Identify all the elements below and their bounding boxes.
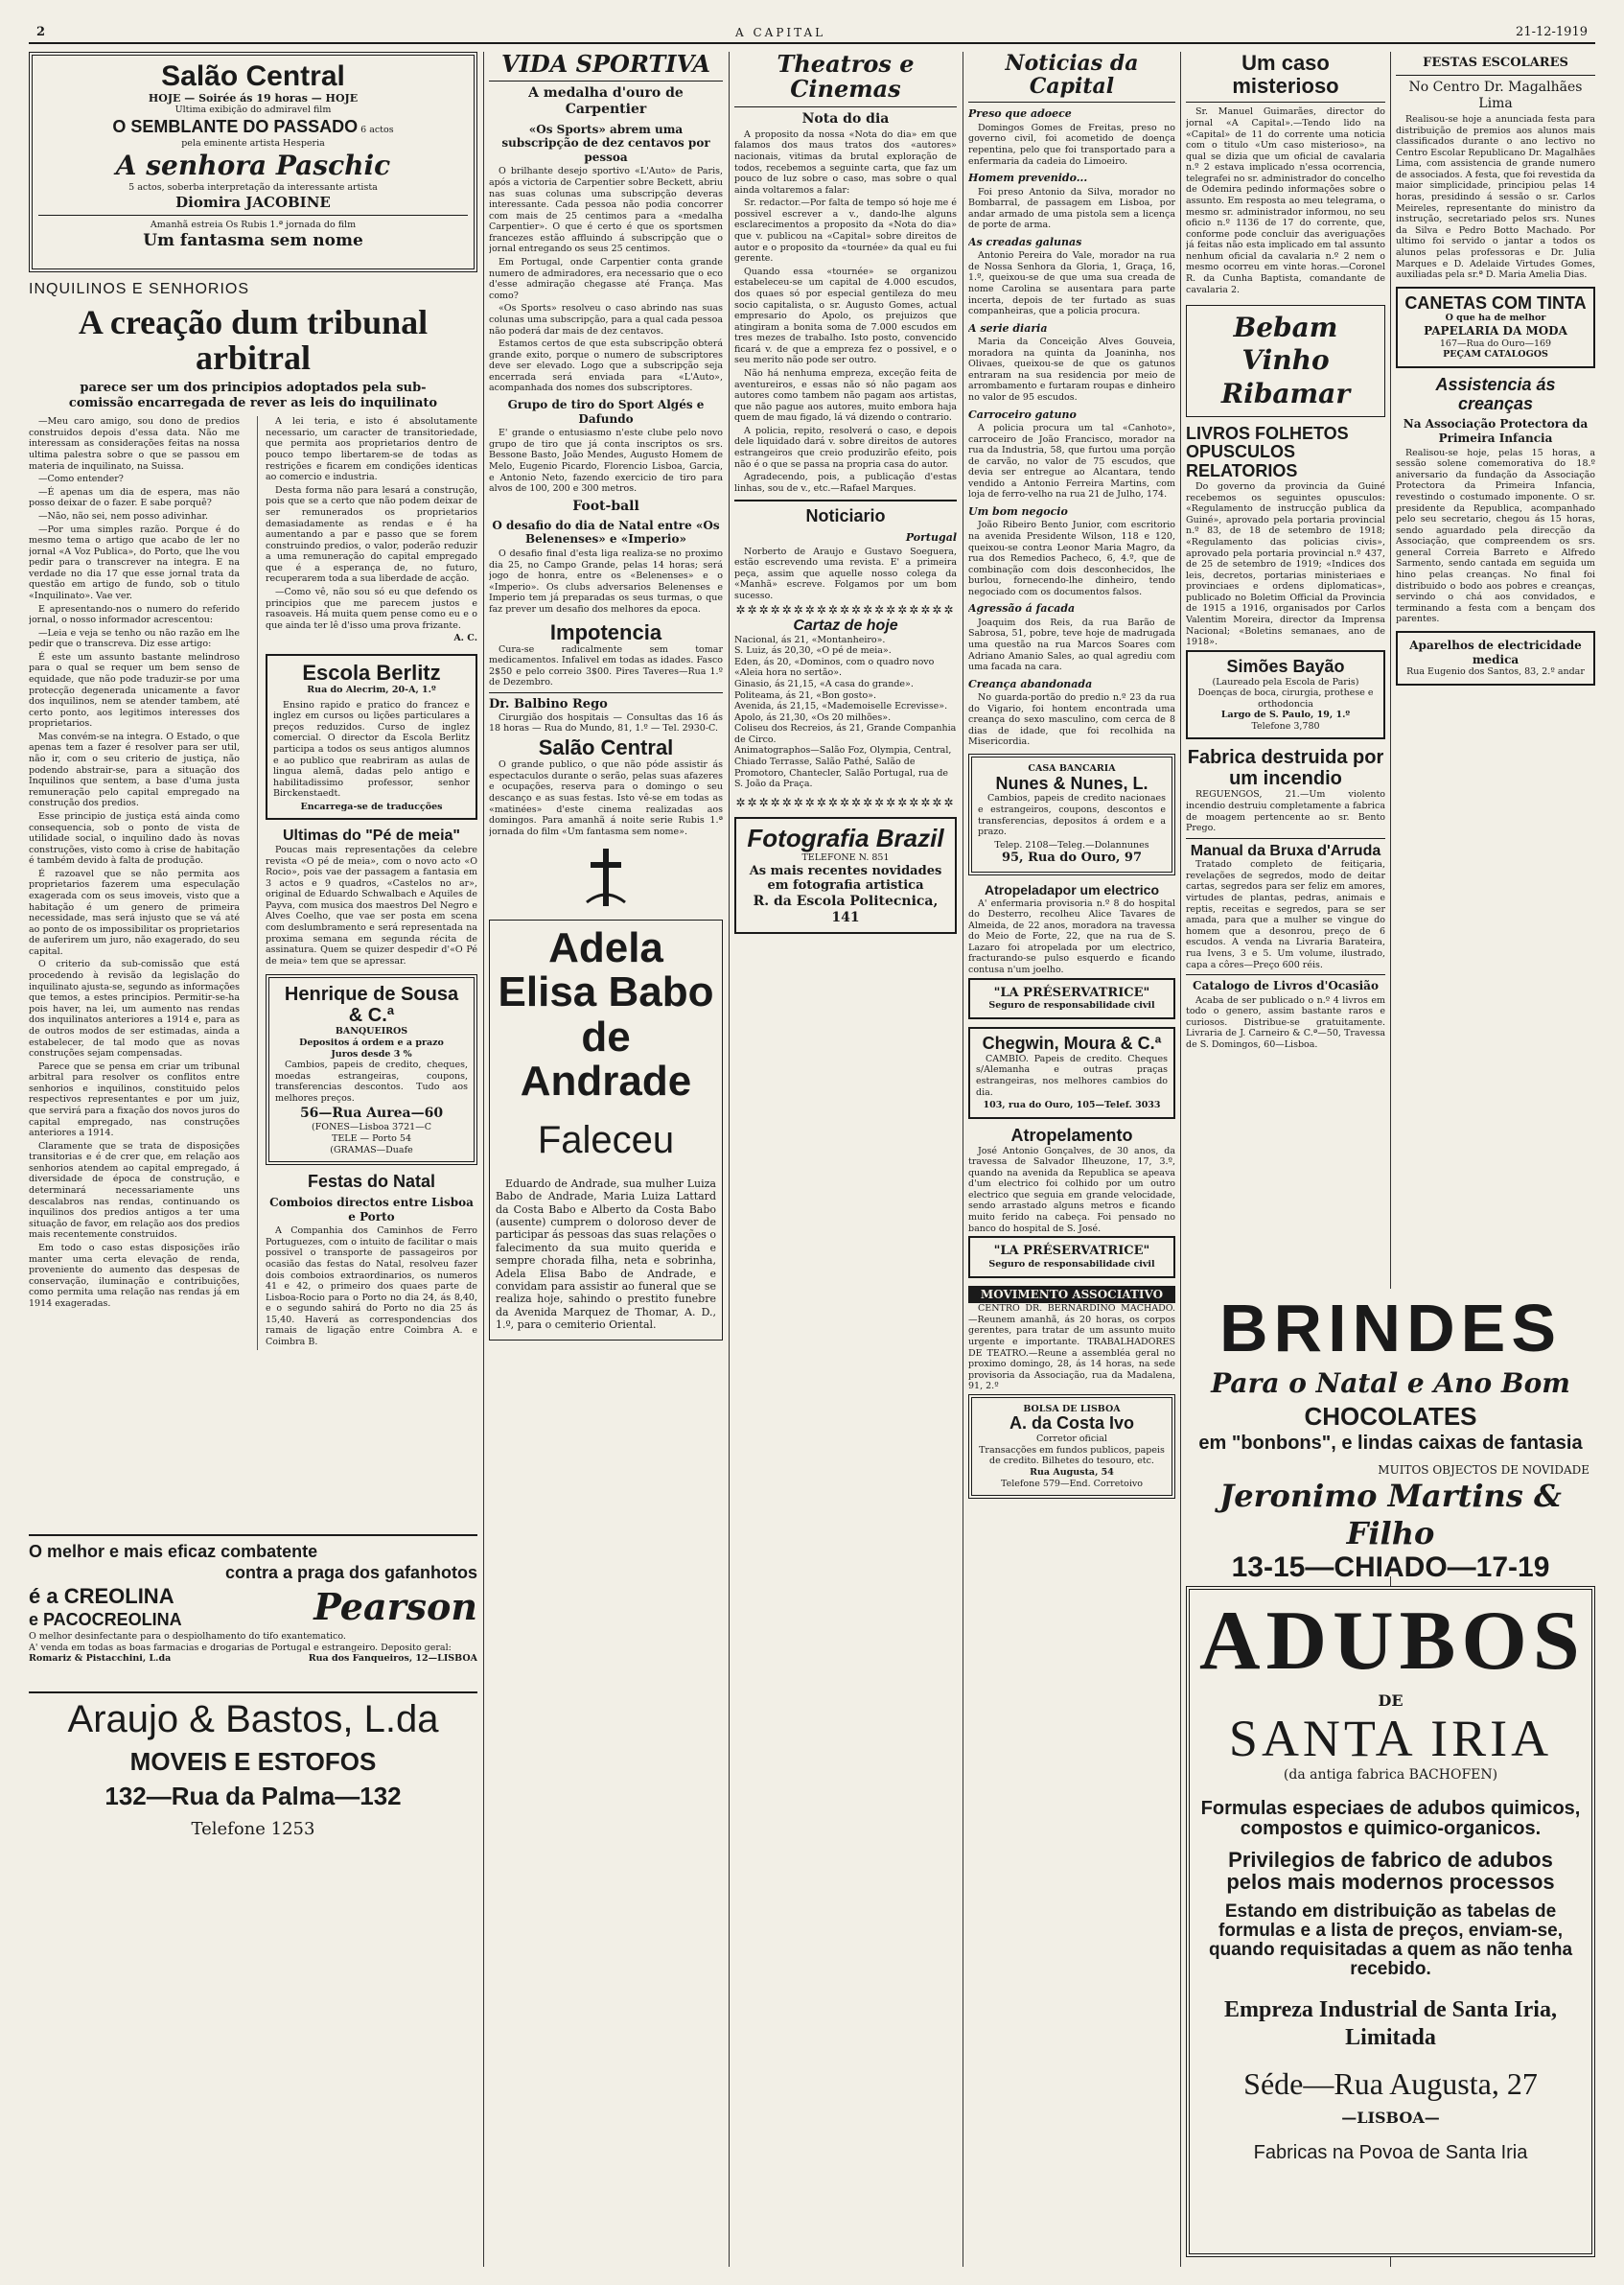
noticiario-title: Noticiario (805, 506, 886, 526)
assist-body: Realisou-se hoje, pelas 15 horas, a sessão solene comemorativa do 18.º aniversario da fundação da Associação Protectora da Primeira Infancia, revestindo o costumado imponente. O sr. presidente da Republica, acompanhado pelo seu secretario, chegou ás 15 horas, sendo aguardado pela direcção da Associação, que compreendem os srs. general Correia Barreto e Alfredo Sarmento, sendo cantada em seguida um hino pelas creanças. No final foi distribuido o bodo aos pobres e creanças, servindo o chá aos convidados, e terminando a festa com a bençam dos parentes. (1396, 447, 1595, 625)
paragraph: Estamos certos de que esta subscripção obterá grande exito, porque o numero de subscriptores deve ser elevado. Logo que a subscripção seja encerrada será enviada para «L'Auto», acompanhada dos nomes dos subscriptores. (489, 338, 723, 394)
paragraph: Não há nenhuma empreza, exceção feita de aventureiros, e essas não só não pagam aos autores como tambem não pagam aos artistas, que não pague aos autores, muito embora haja quem de mau figado, lá vá dizendo o contrario. (734, 368, 957, 424)
cartaz-title: Cartaz de hoje (793, 618, 898, 635)
paragraph: Quando essa «tournée» se organizou estabeleceu-se um capital de 4.000 escudos, dos quaes só por especial gentileza do meu socio capitalista, o sr. Augusto Gomes, actual empresario do Apolo, os prejuizos que atingiram a bonita soma de 7.000 escudos em tres mezes de trabalho. Isto posto, convencido ficará v. de que a empreza fez o possivel, e o seu merito não pode ser outro. (734, 266, 957, 366)
column-inquilinos (29, 52, 477, 2267)
assist-title: Assistencia ás creanças (1435, 374, 1556, 413)
sousa-body: Cambios, papeis de credito, cheques, moedas estrangeiras, coupons, transferencias descontos. Tudo aos melhores preços. (275, 1060, 468, 1104)
movimento-title: MOVIMENTO ASSOCIATIVO (968, 1286, 1175, 1304)
natal-body: A Companhia dos Caminhos de Ferro Portuguezes, com o intuito de facilitar o mais possivel o transporte de passageiros por ocasião das festas do Natal, resolveu fazer dois comboios extraordinarios, os numeros 41 e 42, o primeiro dos quaes parte de Lisboa-Rocio para o Porto no dia 24, ás 8,40, e o segundo sahirá do Porto no dia 25 ás 15,40. Haverá as correspondencias dos ramais de ligação entre Coimbra A. e Coimbra B. (266, 1225, 477, 1348)
banc-name: Nunes & Nunes, L. (995, 773, 1148, 793)
paragraph: Sr. redactor.—Por falta de tempo só hoje me é possivel escrever a v., dando-lhe alguns esclarecimentos a proposito da «Nota do dia» que v. publicou na «Capital» sobre direitos de autor e o proposito da «tournée» da qual eu fui gerente. (734, 198, 957, 265)
chegwin-address: 103, rua do Ouro, 105—Telef. 3033 (983, 1100, 1161, 1111)
news-title: Preso que adoece (968, 107, 1072, 121)
berlitz-address: Rua do Alecrim, 20-A, 1.º (307, 685, 436, 696)
ad-salao-central (29, 52, 477, 272)
adubos-line3: Estando em distribuição as tabelas de formulas e a lista de preços, enviam-se, quando requisitadas a quem as não tenha recebido. (1208, 1901, 1573, 1979)
foto-tel: TELEFONE N. 851 (801, 851, 890, 863)
tiro-title: Grupo de tiro do Sport Algés e Dafundo (507, 397, 705, 426)
salao-line3: pela eminente artista Hesperia (181, 138, 325, 150)
salao-title: Salão Central (161, 60, 345, 92)
salao-actress: Diomira JACOBINE (175, 193, 331, 211)
tiro-body: E' grande o entusiasmo n'este clube pelo novo grupo de tiro que já conta inscriptos os srs. Bessone Basto, João Mendes, Augusto Homem de Melo, Eugenio Picardo, Florencio Lisboa, Garcia, e Antonio Neto, fazendo exercicio de tiro para alvos de 100, 200 e 300 metros. (489, 428, 723, 495)
salao-film2: A senhora Paschic (115, 150, 391, 182)
berlitz-footer: Encarrega-se de traducções (300, 801, 443, 812)
fabrica-body: REGUENGOS, 21.—Um violento incendio destruiu completamente a fabrica de moagem pertencente ao sr. Bento Prego. (1186, 789, 1385, 834)
column-rule (483, 52, 484, 2267)
cartaz-item: Avenida, ás 21,15, «Mademoiselle Ecrevisse». (734, 701, 948, 712)
cartaz-item: Nacional, ás 21, «Montanheiro». (734, 634, 886, 645)
bebam-line2: Ribamar (1220, 377, 1351, 409)
adubos-footer: Fabricas na Povoa de Santa Iria (1253, 2142, 1528, 2163)
paragraph: O criterio da sub-comissão que está procedendo à revisão da legislação do inquilinato ajusta-se, segundo as informações que temos, a estes principios. Permitir-se-ha pois haver, na lei, um aumento nas rendas dos inquilinatos anteriores a 1914 e, para as de outros modos de ser estimadas, ainda a estabelecer, de tal modo que as novas construções sejam compensadas. (29, 959, 240, 1060)
festas-title: FESTAS ESCOLARES (1423, 56, 1568, 70)
canetas-sub: O que ha de melhor (1445, 313, 1546, 324)
banc-address: 95, Rua do Ouro, 97 (1001, 851, 1143, 866)
adubos-line2: Privilegios de fabrico de adubos pelos mais modernos processos (1226, 1847, 1555, 1895)
adubos-place: SANTA IRIA (1228, 1709, 1553, 1767)
catalogo-title: Catalogo de Livros d'Ocasião (1193, 979, 1379, 993)
paragraph: É razoavel que se não permita aos proprietarios fazerem uma especulação exagerada com os seus imoveis, visto que a habitação é um genero de primeira necessidade, mas será injusto que se vá até ao ponto de os impossibilitar os proprietarios de auferirem um juro, não exagerado, do seu capital. (29, 868, 240, 957)
news-body: Maria da Conceição Alves Gouveia, moradora na quinta da Joaninha, nos Olivaes, queixou-se de que os gatunos entraram na sua residencia por meio de arrombamento e furtaram roupas e dinheiro no valor de 95 escudos. (968, 337, 1175, 403)
canetas-footer: PEÇAM CATALOGOS (1443, 349, 1548, 361)
atropelado-title: Atropeladapor um electrico (984, 882, 1160, 898)
ad-fotografia-brazil (734, 817, 957, 934)
salao-film1: O SEMBLANTE DO PASSADO (112, 117, 359, 137)
catalogo-body: Acaba de ser publicado o n.º 4 livros em todo o genero, assim bastante raros e curiosos. Distribue-se gratuitamente. Livraria de J. Carneiro & C.ª—50, Travessa de S. Domingos, 60—Lisboa. (1186, 994, 1385, 1051)
ad-preservatrice (968, 978, 1175, 1019)
sousa-tel: (GRAMAS—Duafe (330, 1144, 413, 1155)
football-sub: O desafio do dia de Natal entre «Os Belenenses» e «Imperio» (492, 518, 720, 547)
news-body: No guarda-portão do predio n.º 23 da rua do Vigario, foi hontem encontrada uma creança do sexo masculino, com cerca de 8 dias de idade, que foi recolhida na Misericordia. (968, 692, 1175, 748)
simoes-body: Doenças de boca, cirurgia, prothese e orthodoncia (1197, 688, 1374, 710)
ornament-divider: ✲✲✲✲✲✲✲✲✲✲✲✲✲✲✲✲✲✲✲ (735, 603, 956, 618)
creolina-line1: O melhor e mais eficaz combatente (29, 1542, 318, 1562)
adubos-sub: (da antiga fabrica BACHOFEN) (1283, 1766, 1498, 1783)
livros-title: LIVROS FOLHETOS OPUSCULOS RELATORIOS (1186, 423, 1349, 481)
creolina-address: Rua dos Fanqueiros, 12—LISBOA (308, 1653, 477, 1665)
brindes-line6: 13-15—CHIADO—17-19 (1231, 1551, 1550, 1584)
paragraph: Mas convém-se na integra. O Estado, o que apenas tem a fazer é resolver para ser util, não ir, com o seu criterio de justiça, não podendo abstrair-se, para a situação dos Inquilinos que sentem, a base d'uma justa remuneração pelo capital empregado na construção dos predios. (29, 731, 240, 809)
atropelamento-body: José Antonio Gonçalves, de 30 anos, da travessa de Salvador Ilheuzone, 17, 3.º, quando na avenida da Republica se apeava d'um electrico foi colhido por um outro electrico que seguia em grande velocidade, sendo arrastado alguns metros e ficando muito ferido na cabeça. Foi pensado no banco do hospital de S. José. (968, 1145, 1175, 1234)
brindes-line1: Para o Natal e Ano Bom (1211, 1367, 1570, 1399)
page-number: 2 (36, 25, 46, 40)
araujo-line1: MOVEIS E ESTOFOS (129, 1747, 377, 1777)
livros-body: Do governo da provincia da Guiné recebemos os seguintes opusculos: «Regulamento de instrucção publica da Guiné», aprovado pela portaria provincial n.º 83, de 18 de setembro de 1918; «Regulamento das policias civis», aprovado pela portaria provincial n.º 437, de 25 de setembro de 1919; «Indices dos leis, decretos, portarias ministeriaes e provinciaes e ordens diplomaticas», publicado no Boletim Official da Provincia de 1915 a 1916, organisados por Carlos Valentim Moreira, director da Imprensa Nacional; «Boletins semanaes, ano de 1918». (1186, 481, 1385, 648)
salao-line2: Ultima exibição do admiravel film (174, 104, 332, 115)
obit-name-line1: Adela Elisa Babo (498, 924, 714, 1016)
simoes-address: Largo de S. Paulo, 19, 1.º (1220, 710, 1351, 721)
ad-aparelhos (1396, 631, 1595, 686)
banc-tel: Telep. 2108—Teleg.—Dolannunes (994, 839, 1149, 851)
natal-sub: Comboios directos entre Lisboa e Porto (269, 1196, 474, 1224)
column-rule (1180, 52, 1181, 2267)
news-body: Foi preso Antonio da Silva, morador no Bombarral, de passagem em Lisboa, por andar armado de uma pistola sem a licença de porte de arma. (968, 186, 1175, 231)
creolina-line3: é a CREOLINA (29, 1584, 174, 1609)
sousa-line1: Depositos á ordem e a prazo (299, 1037, 444, 1048)
fabrica-title: Fabrica destruida por um incendio (1187, 747, 1384, 790)
sousa-title: Henrique de Sousa & C.ª (284, 984, 459, 1027)
paragraph: Em todo o caso estas disposições irão manter uma certa elevação de renda, proveniente do aumento das despesas de conservação, iluminação e contribuições, como permita uma relação nas rendas já em 1914 exageradas. (29, 1242, 240, 1309)
paragraph: A lei teria, e isto é absolutamente necessario, um caracter de transitoriedade, que permita aos proprietarios dentro de pouco tempo libertarem-se de todas as restrições e ficarem em condições identicas ao comercio e industria. (266, 416, 477, 483)
headline: A creação dum tribunal arbitral (78, 302, 429, 378)
sousa-tel: TELE — Porto 54 (332, 1133, 411, 1145)
ad-adubos (1186, 1586, 1595, 2257)
bolsa-address: Rua Augusta, 54 (1030, 1466, 1114, 1478)
nota-title: Nota do dia (801, 110, 890, 127)
rego-body: Cirurgião dos hospitais — Consultas das 16 ás 18 horas — Rua do Mundo, 81, 1.º — Tel. 2930-C. (489, 711, 723, 734)
brindes-title: BRINDES (1218, 1291, 1563, 1365)
ad-henrique-sousa (266, 974, 477, 1165)
impotencia-title: Impotencia (549, 619, 662, 644)
cartaz-item: Eden, ás 20, «Dominos, com o quadro novo «Aleia hora no sertão». (734, 656, 935, 679)
simoes-tel: Telefone 3,780 (1251, 720, 1320, 732)
festas-body: Realisou-se hoje a anunciada festa para distribuição de premios aos alunos mais classificados durante o ano lectivo no Centro Escolar Republicano Dr. Magalhães Lima, com assistencia de grande numero de associados. A festa, que foi revestida da maior simplicidade, principiou pelas 14 horas, presidindo á sessão o sr. Carlos Meireles, representante do ministro da instrução, secretariado pelos srs. Nunes da Silva e Pedro Botto Machado. Por ultimo foi servido o jantar a todos os alunos pelas professoras e Dr. Julia Marques e D. Adelaide Virtudes Gomes, auxiliadas pela sr.ª D. Maria Amelia Dias. (1396, 114, 1595, 281)
banc-body: Cambios, papeis de credito nacionaes e estrangeiros, coupons, descontos e transferencias, depositos á ordem e a prazo. (978, 793, 1166, 838)
simoes-title: Simões Bayão (1226, 656, 1345, 676)
bolsa-body: Transacções em fundos publicos, papeis de credito. Bilhetes do tesouro, etc. (979, 1444, 1165, 1467)
cartaz-item: Animatographos—Salão Foz, Olympia, Central, Chiado Terrasse, Salão Pathé, Salão de Promotoro, Chantecler, Salão Portugal, rua de S. João da Praça. (734, 745, 952, 790)
paragraph: —Por uma simples razão. Porque é do mesmo tema o artigo que acabo de ler no jornal «A Voz Publica», do Porto, que lhe vou pedir para o transcrever na integra. E na verdade no dia 17 que esse jornal trata da questão em artigo de fundo, sob o titulo «Inquilinato». Vae ver. (29, 524, 240, 601)
araujo-line2: 132—Rua da Palma—132 (104, 1781, 402, 1810)
canetas-shop: PAPELARIA DA MODA (1424, 324, 1567, 338)
football-body: O desafio final d'esta liga realiza-se no proximo dia 25, no Campo Grande, pelas 14 horas; será jogo de honra, entre os «Belenenses» e o «Imperio». Os clubs adversarios Belenenses e Imperio tem já preparadas os seus turmas, o que faz prever um desafio dos melhores da epoca. (489, 548, 723, 615)
berlitz-title: Escola Berlitz (302, 660, 441, 685)
news-body: Joaquim dos Reis, da rua Barão de Sabrosa, 51, pobre, teve hoje de madrugada uma questão na rua Marcos Soares com Adriano Amanio Sales, ao qual agrediu com uma facada na cara. (968, 617, 1175, 673)
obit-name-line2: de Andrade (520, 1013, 692, 1105)
creolina-line5: O melhor desinfectante para o despiolhamento do tifo exantematico. (29, 1630, 346, 1642)
paragraph: —Meu caro amigo, sou dono de predios construidos depois d'essa data. Não me interessam as considerações feitas na nossa ultima palestra sobre o que se passou em materia de inquilinato, na Suissa. (29, 416, 240, 472)
salao-film3: Um fantasma sem nome (143, 230, 363, 250)
movimento-body: CENTRO DR. BERNARDINO MACHADO.—Reunem amanhã, ás 20 horas, os corpos gerentes, para tratar de um assunto muito urgente e importante. TRABALHADORES DE TEATRO.—Reune a assembléa geral no proximo domingo, 28, ás 14 horas, na sede provisoria da Associação, rua da Madalena, 91, 2.º (968, 1303, 1175, 1392)
noticiario-portugal: Portugal (905, 531, 957, 545)
news-title: Um bom negocio (968, 505, 1068, 519)
article-signature: A. C. (453, 633, 477, 644)
adubos-sede: Séde—Rua Augusta, 27 (1243, 2066, 1538, 2102)
preserv-title: "LA PRÉSERVATRICE" (993, 985, 1150, 1000)
preserv-sub: Seguro de responsabilidade civil (988, 1000, 1155, 1012)
adubos-title: ADUBOS (1199, 1595, 1586, 1688)
ad-creolina (29, 1542, 477, 1686)
salao-line1: HOJE — Soirée ás 19 horas — HOJE (148, 91, 359, 105)
araujo-phone: Telefone 1253 (191, 1818, 315, 1839)
article-right-column (257, 416, 477, 1349)
paragraph: —Não, não sei, nem posso adivinhar. (38, 510, 208, 522)
natal-title: Festas do Natal (307, 1172, 436, 1192)
paragraph: Claramente que se trata de disposições transitorias e é de crer que, em relação aos senhorios atendem ao capital empregado, á diversidade de época de construção, e determinará necessariamente uns descalabros nas rendas, continuando os inquilinos dos predios antigos a ter uma situação de favor, em relação aos dos predios mais recentemente construidos. (29, 1140, 240, 1241)
paragraph: A proposito da nossa «Nota do dia» em que falamos dos maus tratos dos «autores» nacionais, vitimas da brutal exploração de todos, recebemos a seguinte carta, que faz um pouco de luz sobre o caso, mas sobre o qual ainda voltaremos a falar: (734, 128, 957, 196)
manual-body: Tratado completo de feitiçaria, revelações de segredos, modo de deitar cartas, segredos para ser feliz em amores, virtudes de plantas, pedras, animais e reptis, receitas e segredos, para se ser amada, para que a mulher se vingue do homem que a desonrou, preço de 6 escudos. A venda na Livraria Barateira, rua Ivens, 3 e 5. Um volume, ilustrado, capa a côres—Preço 600 réis. (1186, 859, 1385, 970)
ad-bolsa (968, 1394, 1175, 1499)
cartaz-item: Ginasio, ás 21,15, «A casa do grande». (734, 678, 914, 689)
festas-sub: No Centro Dr. Magalhães Lima (1408, 79, 1583, 111)
foto-title: Fotografia Brazil (747, 824, 944, 853)
brindes-line5: Jeronimo Martins & Filho (1219, 1478, 1562, 1552)
news-body: Domingos Gomes de Freitas, preso no governo civil, foi acometido de doença repentina, pelo que foi transportado para a enfermaria da cadeia do Limoeiro. (968, 122, 1175, 167)
atropelamento-title: Atropelamento (1010, 1125, 1133, 1145)
bolsa-name: A. da Costa Ivo (1009, 1413, 1135, 1434)
chegwin-body: CAMBIO. Papeis de credito. Cheques s/Alemanha e outras praças estrangeiras, nos melhores cambios do dia. (976, 1053, 1168, 1098)
adubos-city: —LISBOA— (1341, 2109, 1440, 2128)
paragraph: Desta forma não para lesará a construção, pois que se a certo que não podem deixar de ser remunerados os proprietarios demasiadamente as rendas e é ha aumentando a par e passo que se forem construindo predios, o valor, poderão reduzir a uma remuneração do capital empregado que é a esperança de, no futuro, recuperarem toda a sua liberdade de acção. (266, 484, 477, 585)
ad-araujo-bastos (29, 1699, 477, 1881)
adubos-company: Empreza Industrial de Santa Iria, Limitada (1224, 1996, 1557, 2051)
creolina-line6: A' venda em todas as boas farmacias e drogarias de Portugal e estrangeiro. Deposito geral: (29, 1642, 452, 1653)
column-festas (1396, 52, 1595, 1298)
foto-line1: As mais recentes novidades (749, 863, 942, 878)
assist-sub: Na Associação Protectora da Primeira Infancia (1403, 417, 1589, 446)
masthead (29, 23, 1595, 44)
ad-berlitz (266, 654, 477, 821)
paragraph: —Leia e veja se tenho ou não razão em lhe pedir que o transcreva. Diz esse artigo: (29, 627, 240, 650)
issue-date: 21-12-1919 (1516, 25, 1588, 40)
salao2-body: O grande publico, o que não póde assistir ás espectaculos durante o serão, pelas suas afazeres e ocupações, reserva para o domingo o seu descanço e as suas festas. Isto vê-se em todas as «matinées» d'este cinema realizadas aos domingos. Para amanhã á noite serie Rubis 1.ª jornada do film «Um fantasma sem nome». (489, 759, 723, 837)
misterioso-title: Um caso misterioso (1232, 52, 1339, 99)
misterioso-body: Sr. Manuel Guimarães, director do jornal «A Capital».—Tendo lido na «Capital» de 11 do corrente uma noticia com o titulo «Um caso misterioso», na qual se dizia que um oficial de cavalaria n.º 2 estava implicado n'essa ocorrencia, telegrafei no sr. administrador do concelho de Odemira pedindo informações sobre o assunto. Em resposta ao meu telegrama, o mesmo sr. administrador informou, no seu oficio n.º 1136 de 17 do corrente, que, conforme pode concluir das averiguações já feitas não esta implicado em tal assunto nenhum oficial da cavalaria n.º 2 nem o mesmo ocorreu em vinte horas.—Coronel R. da Cunha Baptista, comandante de cavalaria 2. (1186, 106, 1385, 295)
column-sportiva (489, 52, 723, 2267)
obit-falece: Faleceu (537, 1119, 675, 1161)
paragraph: —Como vê, não sou só eu que defendo os principios que me parecem justos e rasoaveis. Há muita quem pense como eu e o que ainda ter lê d'isso uma prova frizante. (266, 586, 477, 631)
paragraph: A policia, repito, resolverá o caso, e depois dele liquidado dará v. sobre direitos de autores estrangeiros que creio produzirão efeito, pois não é o que se passa na propria casa do autor. (734, 425, 957, 470)
creolina-brand: Pearson (313, 1585, 477, 1629)
cartaz-item: Politeama, ás 21, «Bon gosto». (734, 689, 877, 701)
mourning-cross-icon (577, 845, 635, 912)
ad-canetas (1396, 287, 1595, 368)
article-left-column (29, 416, 240, 1311)
canetas-title: CANETAS COM TINTA (1404, 292, 1587, 313)
bolsa-sub: Corretor oficial (1036, 1434, 1107, 1445)
salao-film1-note: 6 actos (360, 125, 394, 136)
preserv-sub: Seguro de responsabilidade civil (988, 1259, 1155, 1271)
chegwin-title: Chegwin, Moura & C.ª (982, 1034, 1162, 1054)
obituary (489, 920, 723, 1340)
paragraph: —Como entender? (38, 474, 124, 485)
news-title: As creadas galunas (968, 235, 1082, 248)
newspaper-title: A CAPITAL (734, 25, 826, 39)
creolina-line4: e PACOCREOLINA (29, 1610, 182, 1630)
canetas-address: 167—Rua do Ouro—169 (1439, 338, 1552, 349)
obit-body: Eduardo de Andrade, sua mulher Luiza Babo de Andrade, Maria Luiza Lattard da Costa Babo e Alberto da Costa Babo (ausente) cumprem o doloroso dever de participar ás pessoas das suas relações o falecimento da sua muito querida e sempre chorada filha, neta e sobrinha, Adela Elisa Babo de Andrade, e convidam para assistir ao funeral que se realiza hoje, sahindo o prestito funebre da Avenida Marquez de Thomar, A. D., 1.º, para o cemiterio Oriental. (496, 1177, 716, 1332)
paragraph: Agradecendo, pois, a publicação d'estas linhas, sou de v., etc.—Rafael Marques. (734, 472, 957, 494)
adubos-line1: Formulas especiaes de adubos quimicos, compostos e quimico-organicos. (1200, 1797, 1581, 1839)
noticias-header: Noticias da Capital (1005, 52, 1139, 100)
rego-title: Dr. Balbino Rego (489, 697, 608, 711)
bolsa-tel: Telefone 579—End. Corretoivo (1000, 1478, 1144, 1489)
ad-preservatrice-2 (968, 1236, 1175, 1277)
column-rule (729, 52, 730, 2267)
paragraph: O brilhante desejo sportivo «L'Auto» de Paris, após a victoria de Carpentier sobre Beckett, abriu nas suas colunas uma subscripção deveras interessante. Cada pessoa não podia concorrer com mais de 25 centimos para a «medalha Carpentier». O que é certo é que os sportsmen francezes estão affluindo á subscripção que o jornal entregando os seus 25 centimos. (489, 166, 723, 255)
news-body: João Ribeiro Bento Junior, com escritorio na avenida Presidente Wilson, 118 e 120, queixou-se contra Leonor Maria Magro, da rua dos Remedios Pacheco, 6, 4.º, que de combinação com dois desconhecidos, lhe burlou, fornecendo-lhe dinheiro, tendo negociado com os documentos falsos. (968, 520, 1175, 597)
manual-title: Manual da Bruxa d'Arruda (1190, 842, 1381, 859)
creolina-line2: contra a praga dos gafanhotos (224, 1563, 477, 1583)
ad-brindes (1186, 1289, 1595, 1584)
news-title: Agressão á facada (968, 602, 1076, 616)
impotencia-body: Cura-se radicalmente sem tomar medicamentos. Infalivel em todas as idades. Fasco 2$50 e pelo correio 3$00. Pires Taveres—Rua 1.º de Dezembro. (489, 643, 723, 688)
salao-line4: 5 actos, soberba interpretação da interessante artista (128, 182, 378, 194)
news-body: Antonio Pereira do Vale, morador na rua de Nossa Senhora da Gloria, 1, Graça, 16, 1.º, queixou-se de que uma sua creada de nome Carolina se ausentara para parte incerta, depois de ter furtado as suas companheiras, que a policia procura. (968, 250, 1175, 317)
araujo-title: Araujo & Bastos, L.da (67, 1698, 439, 1741)
noticiario-body: Norberto de Araujo e Gustavo Soeguera, estão escrevendo uma revista. E' a primeira peça, assim que aquelle nosso colega da «Manhã» escreve. Folgamos por um bom sucesso. (734, 546, 957, 601)
foto-address: R. da Escola Politecnica, 141 (753, 894, 939, 926)
adubos-de: DE (1378, 1691, 1404, 1710)
medal-sub: «Os Sports» abrem uma subscripção de dez centavos por pessoa (501, 122, 710, 164)
cartaz-item: Apolo, ás 21,30, «Os 20 milhões». (734, 711, 892, 723)
bolsa-title: BOLSA DE LISBOA (1023, 1403, 1121, 1414)
ornament-divider: ✲✲✲✲✲✲✲✲✲✲✲✲✲✲✲✲✲✲✲ (735, 795, 956, 809)
sousa-address: 56—Rua Aurea—60 (299, 1106, 444, 1122)
salao-line5: Amanhã estreia Os Rubis 1.ª jornada do film (150, 220, 357, 231)
atropelado-body: A' enfermaria provisoria n.º 8 do hospital do Desterro, recolheu Alice Tavares de Almeida, de 22 anos, moradora na travessa do Meio de Forte, 22, que na rua de S. Lazaro foi atropelada por um electrico, fracturando-se pulso esquerdo e ficando contusa n'um joelho. (968, 898, 1175, 976)
paragraph: «Os Sports» resolveu o caso abrindo nas suas colunas uma subscripção, para a qual cada pessoa não poderá dar mais de dez centavos. (489, 303, 723, 337)
brindes-line2: CHOCOLATES (1304, 1402, 1477, 1432)
simoes-sub: (Laureado pela Escola de Paris) (1212, 676, 1359, 688)
paragraph: Em Portugal, onde Carpentier conta grande numero de admiradores, era necessario que o eco d'esse admiração chegasse até França. Mas como? (489, 257, 723, 301)
ad-casa-bancaria (968, 754, 1175, 875)
pe-de-meia-body: Poucas mais representações da celebre revista «O pé de meia», com o novo acto «O Rocio», pois vae der passagem a fantasia em 3 actos e 9 quadros, «Castelos no ar», original de Eduardo Schwalbach e Aquiles de Payva, com musica dos maestros Del Negro e Alves Coelho, que vae ser posta em scena com deslumbramento e será representada na proxima semana em segunda récita de assinatura. Quem se quizer despedir d'«O Pé de meia» tem que se apressar. (266, 845, 477, 967)
paragraph: Parece que se pensa em criar um tribunal arbitral para resolver os conflitos entre senhorios e inquilinos, constituido pelos respectivos representantes e por um juiz, que servirá para a fixação dos novos juros do capital empregado, nas construções anteriores a 1914. (29, 1061, 240, 1139)
theatros-header: Theatros e Cinemas (777, 52, 915, 104)
column-noticias (968, 52, 1175, 2267)
preserv-title: "LA PRÉSERVATRICE" (993, 1244, 1150, 1259)
berlitz-body: Ensino rapido e pratico do francez e inglez em cursos ou lições particulares a preços reduzidos. Curso de inglez comercial. O director da Escola Berlitz participa a todos os seus antigos alumnos e ao publico que reabriram as aulas de lingua alemã, dadas pelo antigo e habilitadissimo professor, senhor Birckenstaedt. (273, 699, 470, 800)
section-label: INQUILINOS E SENHORIOS (29, 281, 250, 297)
news-title: Homem prevenido... (968, 172, 1088, 185)
aparelhos-address: Rua Eugenio dos Santos, 83, 2.º andar (1406, 666, 1585, 678)
paragraph: E apresentando-nos o numero do referido jornal, o nosso informador acrescentou: (29, 603, 240, 626)
cartaz-item: S. Luiz, ás 20,30, «O pé de meia». (734, 645, 892, 657)
news-title: A serie diaria (968, 321, 1048, 335)
brindes-line4: MUITOS OBJECTOS DE NOVIDADE (1378, 1463, 1589, 1478)
creolina-distributor: Romariz & Pistacchini, L.da (29, 1653, 172, 1665)
banc-title: CASA BANCARIA (1028, 763, 1116, 775)
football-title: Foot-ball (572, 498, 639, 514)
cartaz-item: Coliseu dos Recreios, ás 21, Grande Companhia de Circo. (734, 723, 957, 745)
medal-title: A medalha d'ouro de Carpentier (528, 85, 684, 118)
paragraph: É este um assunto bastante melindroso para o qual se requer um bem senso de equidade, que não pode traduzir-se por uma protecção degenerada unicamente a favor dos inquilinos, nem se atender tambem, até certo ponto, aos legitimos interesses dos proprietarios. (29, 651, 240, 730)
paragraph: Esse principio de justiça está ainda como consequencia, sob o ponto de vista de utilidade social, o inquilino dado às novas construções, visto como à crise de habitação é também devido à falta de produção. (29, 810, 240, 867)
news-title: Creança abandonada (968, 677, 1093, 690)
ad-bebam-ribamar (1186, 305, 1385, 416)
brindes-line3: em "bonbons", e lindas caixas de fantasia (1198, 1433, 1583, 1455)
sousa-sub: BANQUEIROS (335, 1026, 408, 1038)
pe-de-meia-title: Ultimas do "Pé de meia" (282, 828, 460, 845)
ad-chegwin (968, 1027, 1175, 1119)
subheadline: parece ser um dos principios adoptados pela sub-comissão encarregada de rever as leis do inquilinato (68, 381, 438, 410)
salao2-title: Salão Central (538, 735, 674, 760)
sportiva-header: VIDA SPORTIVA (501, 52, 710, 78)
column-theatros (734, 52, 957, 2267)
column-misterioso (1186, 52, 1385, 1298)
news-body: A policia procura um tal «Canhoto», carroceiro de João Francisco, morador na rua da Industria, 58, que furtou uma porção de carvão, no valor de 75 escudos, que devia ser entregue ao Alcantara, tendo vendido a Antonio Ferreira Martins, com loja de ferro-velho na rua 21 de Julho, 174. (968, 422, 1175, 501)
bebam-line1: Bebam Vinho (1233, 312, 1338, 377)
newspaper-page (29, 23, 1595, 2272)
paragraph: —É apenas um dia de espera, mas não posso deixar de o fazer. E sabe porquê? (29, 486, 240, 509)
ad-simoes-bayao (1186, 650, 1385, 740)
news-title: Carroceiro gatuno (968, 408, 1077, 421)
article-body (29, 416, 477, 1528)
sousa-line2: Juros desde 3 % (331, 1048, 412, 1060)
foto-line2: em fotografia artistica (767, 878, 924, 894)
sousa-tel: (FONES—Lisboa 3721—C (312, 1122, 431, 1133)
aparelhos-title: Aparelhos de electricidade medica (1409, 638, 1582, 666)
